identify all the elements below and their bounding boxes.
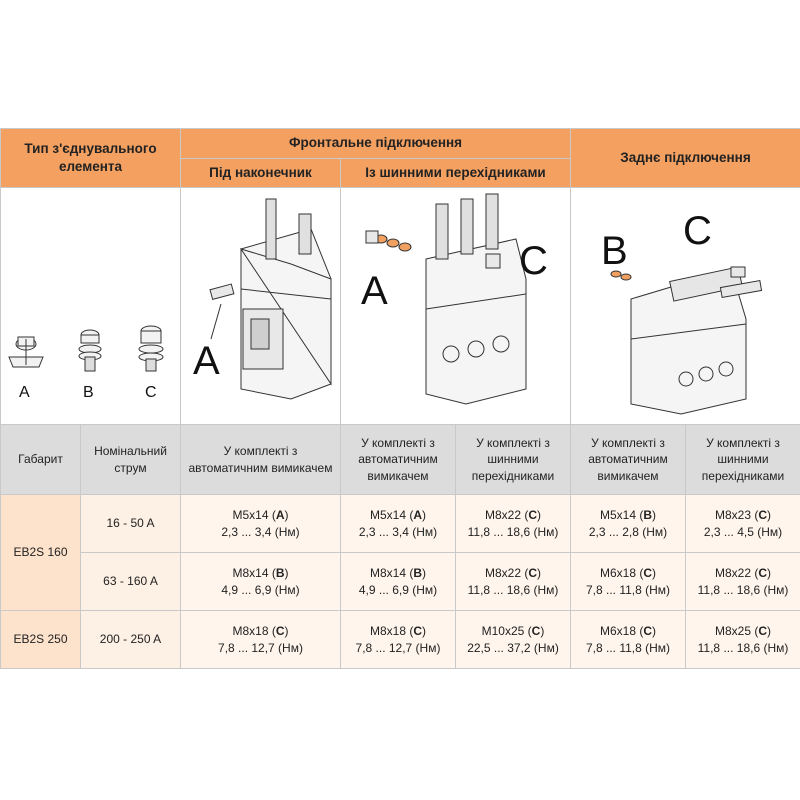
element-letter: B — [413, 566, 423, 581]
rear-label-b: B — [601, 228, 628, 273]
bracket: ) — [284, 624, 289, 639]
spec-cell — [456, 553, 571, 611]
bracket: ) — [422, 624, 427, 639]
bus-with-adapters-header: У комплекті з шинними перехідниками — [456, 425, 571, 495]
torque-range: 7,8 ... 11,8 (Нм) — [585, 582, 671, 597]
connection-table — [0, 128, 800, 669]
table-row — [1, 553, 800, 611]
element-letter: C — [528, 566, 538, 581]
spec-cell — [571, 553, 686, 611]
washers-icon — [375, 235, 411, 251]
bracket: ) — [537, 508, 542, 523]
bracket: ) — [767, 624, 772, 639]
spec-cell — [341, 611, 456, 669]
element-letter: C — [531, 624, 541, 639]
spec-cell — [181, 611, 341, 669]
element-letter: C — [528, 508, 538, 523]
spec-cell — [456, 495, 571, 553]
current-cell: 200 - 250 A — [81, 611, 181, 669]
element-letter: C — [643, 624, 653, 639]
screw-size: M5x14 ( — [369, 508, 414, 523]
bracket: ) — [284, 508, 289, 523]
screw-size: M6x18 ( — [599, 624, 644, 639]
screw-size: M8x18 ( — [232, 624, 276, 639]
front-connection-header: Фронтальне підключення — [181, 129, 571, 159]
screw-size: M10x25 ( — [481, 624, 532, 639]
breaker-lug-icon — [210, 199, 331, 399]
screw-size: M5x14 ( — [232, 508, 276, 523]
bracket: ) — [422, 508, 427, 523]
size-header: Габарит — [1, 425, 81, 495]
connection-table-wrapper — [0, 128, 800, 669]
screw-c-icon — [139, 326, 163, 371]
element-label-b: B — [83, 383, 94, 401]
bus-with-breaker-header: У комплекті з автоматичним вимикачем — [341, 425, 456, 495]
screw-size: M8x22 ( — [484, 566, 529, 581]
spec-cell — [181, 553, 341, 611]
spec-cell — [456, 611, 571, 669]
element-letter: C — [413, 624, 423, 639]
bracket: ) — [422, 566, 427, 581]
torque-range: 4,9 ... 6,9 (Нм) — [358, 582, 438, 597]
torque-range: 11,8 ... 18,6 (Нм) — [467, 582, 559, 597]
screw-b-icon — [79, 330, 101, 371]
bus-label-a: A — [361, 268, 388, 313]
element-label-a: A — [19, 383, 30, 401]
rear-with-adapters-header: У комплекті з шинними перехідниками — [686, 425, 800, 495]
current-cell: 16 - 50 A — [81, 495, 181, 553]
bracket: ) — [284, 566, 289, 581]
lug-connection-illustration — [181, 188, 341, 425]
bracket: ) — [652, 624, 657, 639]
bus-label-c: C — [519, 238, 548, 283]
element-letter: A — [413, 508, 423, 523]
element-letter: B — [643, 508, 653, 523]
spec-cell — [341, 553, 456, 611]
bracket: ) — [652, 566, 657, 581]
size-eb2s-250: EB2S 250 — [1, 611, 81, 669]
torque-range: 2,3 ... 2,8 (Нм) — [588, 524, 668, 539]
element-letter: C — [758, 566, 768, 581]
rear-with-breaker-header: У комплекті з автоматичним вимикачем — [571, 425, 686, 495]
rated-current-header: Номінальний струм — [81, 425, 181, 495]
bracket: ) — [537, 566, 542, 581]
bus-adapter-header: Із шинними перехідниками — [341, 159, 571, 188]
rear-label-c: C — [683, 208, 712, 253]
lug-label-a: A — [193, 338, 220, 383]
spec-cell — [571, 495, 686, 553]
type-header: Тип з'єднувального елемента — [1, 129, 181, 188]
lug-header: Під наконечник — [181, 159, 341, 188]
spec-cell — [181, 495, 341, 553]
torque-range: 7,8 ... 12,7 (Нм) — [218, 640, 303, 655]
element-letter: B — [275, 566, 285, 581]
torque-range: 2,3 ... 4,5 (Нм) — [703, 524, 783, 539]
torque-range: 11,8 ... 18,6 (Нм) — [697, 582, 789, 597]
breaker-bus-icon — [426, 194, 526, 404]
spec-cell — [571, 611, 686, 669]
rear-connection-illustration — [571, 188, 800, 425]
bus-adapter-illustration — [341, 188, 571, 425]
current-cell: 63 - 160 A — [81, 553, 181, 611]
element-letter: A — [275, 508, 285, 523]
torque-range: 2,3 ... 3,4 (Нм) — [358, 524, 438, 539]
screw-size: M6x18 ( — [599, 566, 644, 581]
torque-range: 7,8 ... 12,7 (Нм) — [355, 640, 441, 655]
screw-size: M5x14 ( — [599, 508, 644, 523]
bracket: ) — [652, 508, 657, 523]
screw-size: M8x18 ( — [369, 624, 414, 639]
torque-range: 11,8 ... 18,6 (Нм) — [697, 640, 789, 655]
element-letter: C — [643, 566, 653, 581]
rear-connection-header: Заднє підключення — [571, 129, 800, 188]
torque-range: 4,9 ... 6,9 (Нм) — [221, 582, 300, 597]
lug-with-breaker-header: У комплекті з автоматичним вимикачем — [181, 425, 341, 495]
screw-size: M8x14 ( — [369, 566, 414, 581]
bracket: ) — [540, 624, 545, 639]
torque-range: 7,8 ... 11,8 (Нм) — [585, 640, 671, 655]
bracket: ) — [767, 508, 772, 523]
screw-a-icon — [9, 337, 43, 367]
spec-cell — [341, 495, 456, 553]
screw-size: M8x22 ( — [714, 566, 759, 581]
screw-size: M8x25 ( — [714, 624, 759, 639]
torque-range: 2,3 ... 3,4 (Нм) — [221, 524, 300, 539]
screw-size: M8x22 ( — [484, 508, 529, 523]
table-row — [1, 611, 800, 669]
element-letter: C — [758, 508, 768, 523]
spec-cell — [686, 611, 800, 669]
bracket: ) — [767, 566, 772, 581]
element-label-c: C — [145, 383, 157, 401]
element-letter: C — [275, 624, 285, 639]
spec-cell — [686, 495, 800, 553]
spec-cell — [686, 553, 800, 611]
element-letter: C — [758, 624, 768, 639]
screw-size: M8x23 ( — [714, 508, 759, 523]
table-row — [1, 495, 800, 553]
screw-size: M8x14 ( — [232, 566, 276, 581]
torque-range: 22,5 ... 37,2 (Нм) — [467, 640, 559, 655]
size-eb2s-160: EB2S 160 — [1, 495, 81, 611]
torque-range: 11,8 ... 18,6 (Нм) — [467, 524, 559, 539]
connector-elements-illustration — [1, 188, 181, 425]
